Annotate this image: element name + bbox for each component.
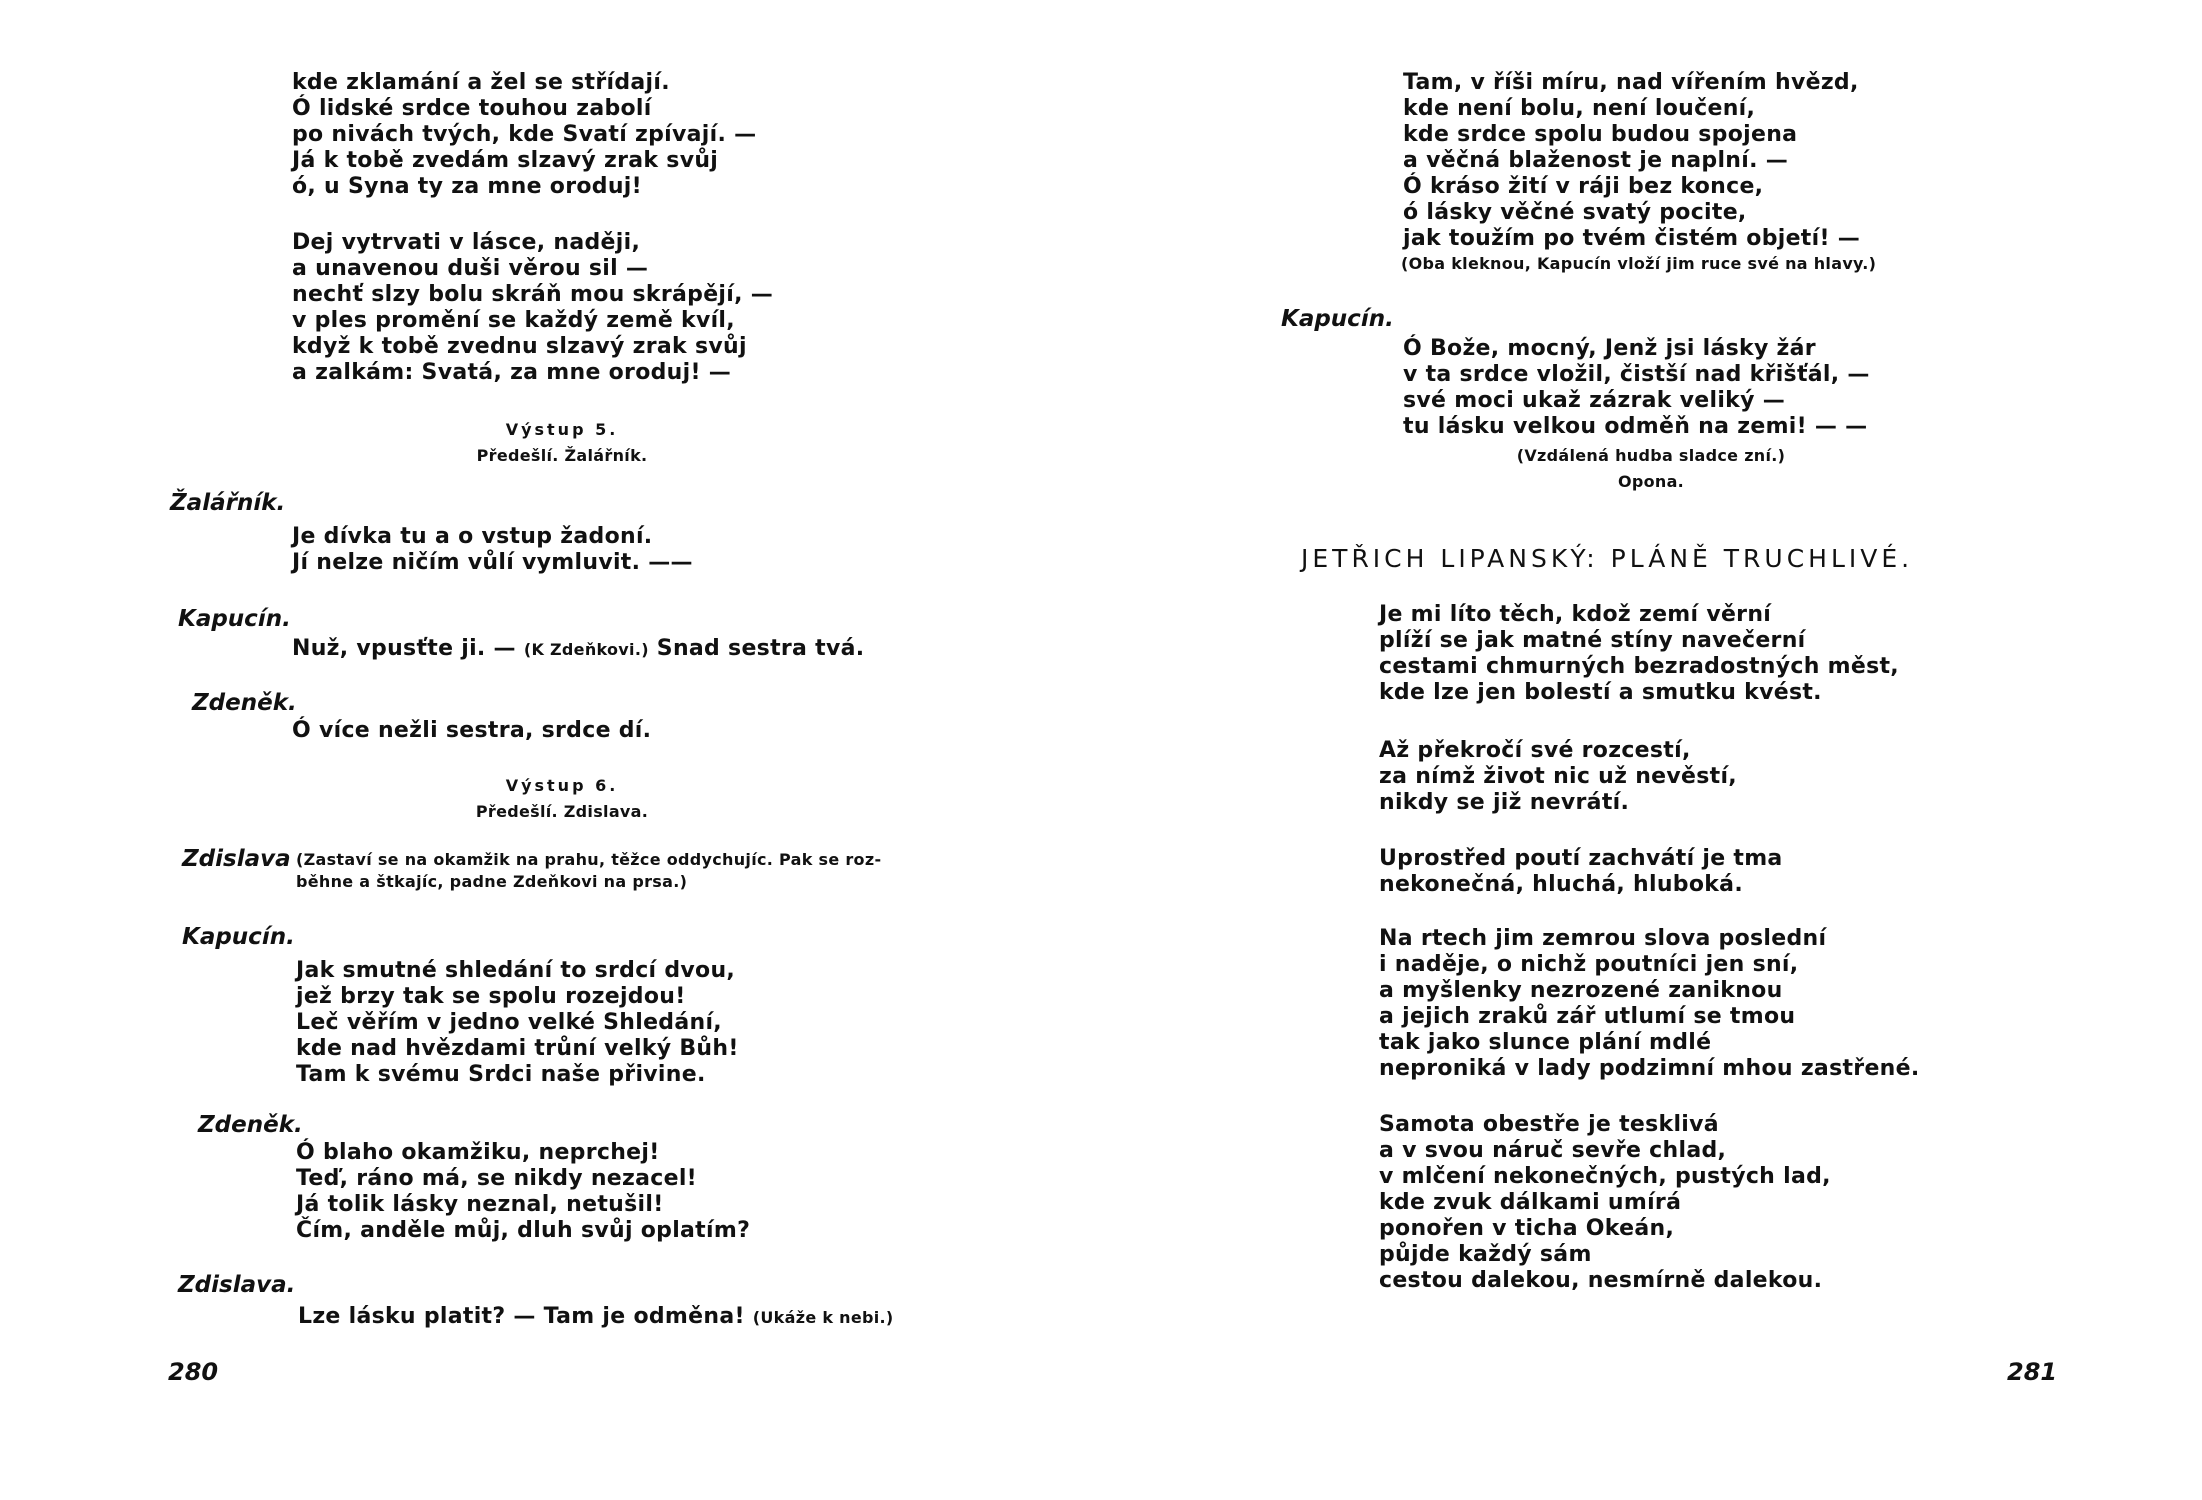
verse-line: po nivách tvých, kde Svatí zpívají. — [292,122,757,147]
poem-line: nekonečná, hluchá, hluboká. [1379,872,1743,897]
dialogue-line: v ta srdce vložil, čistší nad křišťál, — [1403,362,1870,387]
dialogue-line: Ó blaho okamžiku, neprchej! [296,1140,660,1165]
dialogue-line: Ó více nežli sestra, srdce dí. [292,718,652,743]
dialogue-line: Tam k svému Srdci naše přivine. [296,1062,706,1087]
verse-line: jak toužím po tvém čistém objetí! — [1403,226,1861,251]
verse-line: kde není bolu, není loučení, [1403,96,1756,121]
stage-aside: (Ukáže k nebi.) [752,1308,894,1327]
verse-line: když k tobě zvednu slzavý zrak svůj [292,334,747,359]
scene-characters: Předešlí. Zdislava. [475,802,649,821]
poem-line: kde zvuk dálkami umírá [1379,1190,1682,1215]
verse-line: Já k tobě zvedám slzavý zrak svůj [292,148,719,173]
speaker-zalarnik: Žalářník. [170,490,286,516]
page-number: 281 [2007,1358,2058,1386]
dialogue-line: své moci ukaž zázrak veliký — [1403,388,1786,413]
dialogue-line: Ó Bože, mocný, Jenž jsi lásky žár [1403,336,1816,361]
dialogue-line [298,1304,894,1330]
poem-line: půjde každý sám [1379,1242,1592,1267]
verse-line: a věčná blaženost je naplní. — [1403,148,1789,173]
verse-line: nechť slzy bolu skráň mou skrápějí, — [292,282,774,307]
speaker-zdislava: Zdislava [182,846,291,872]
poem-line: i naděje, o nichž poutníci jen sní, [1379,952,1799,977]
poem-line: kde lze jen bolestí a smutku kvést. [1379,680,1822,705]
scene-characters: Předešlí. Žalářník. [476,446,648,465]
poem-line: cestou dalekou, nesmírně dalekou. [1379,1268,1823,1293]
speaker-kapucin: Kapucín. [178,606,291,632]
stage-direction: (Oba kleknou, Kapucín vloží jim ruce své na hlavy.) [1401,254,1877,273]
poem-line: Až překročí své rozcestí, [1379,738,1691,763]
poem-line: Je mi líto těch, kdož zemí věrní [1379,602,1772,627]
dialogue-line: Leč věřím v jedno velké Shledání, [296,1010,722,1035]
poem-line: Na rtech jim zemrou slova poslední [1379,926,1827,951]
stage-aside: (K Zdeňkovi.) [523,640,649,659]
verse-line: Dej vytrvati v lásce, naději, [292,230,641,255]
verse-line: kde zklamání a žel se střídají. [292,70,670,95]
speaker-kapucin: Kapucín. [1281,306,1394,332]
page-number: 280 [168,1358,219,1386]
poem-line: a myšlenky nezrozené zaniknou [1379,978,1783,1003]
verse-line: v ples promění se každý země kvíl, [292,308,735,333]
stage-direction: (Zastaví se na okamžik na prahu, těžce oddychujíc. Pak se roz- [296,850,882,869]
verse-line: Ó lidské srdce touhou zabolí [292,96,652,121]
dialogue-line: Čím, anděle můj, dluh svůj oplatím? [296,1218,751,1243]
right-page [1101,0,2202,1500]
poem-line: nikdy se již nevrátí. [1379,790,1630,815]
verse-line: Ó kráso žití v ráji bez konce, [1403,174,1764,199]
dialogue-text: Nuž, vpusťte ji. — [292,636,516,661]
dialogue-line: jež brzy tak se spolu rozejdou! [296,984,686,1009]
dialogue-line: Jí nelze ničím vůlí vymluvit. —— [292,550,693,575]
speaker-kapucin: Kapucín. [182,924,295,950]
poem-line: a v svou náruč sevře chlad, [1379,1138,1727,1163]
dialogue-line: kde nad hvězdami trůní velký Bůh! [296,1036,739,1061]
curtain-label: Opona. [1617,472,1685,491]
poem-line: neproniká v lady podzimní mhou zastřené. [1379,1056,1920,1081]
dialogue-line [292,636,864,662]
dialogue-line: Teď, ráno má, se nikdy nezacel! [296,1166,698,1191]
poem-line: v mlčení nekonečných, pustých lad, [1379,1164,1831,1189]
poem-line: tak jako slunce plání mdlé [1379,1030,1712,1055]
verse-line: kde srdce spolu budou spojena [1403,122,1798,147]
poem-line: plíží se jak matné stíny navečerní [1379,628,1806,653]
verse-line: a zalkám: Svatá, za mne oroduj! — [292,360,732,385]
speaker-zdenek: Zdeněk. [198,1112,303,1138]
poem-line: za nímž život nic už nevěstí, [1379,764,1737,789]
dialogue-text: Snad sestra tvá. [656,636,865,661]
speaker-zdislava: Zdislava. [178,1272,296,1298]
poem-line: Samota obestře je tesklivá [1379,1112,1719,1137]
speaker-zdenek: Zdeněk. [192,690,297,716]
verse-line: ó, u Syna ty za mne oroduj! [292,174,642,199]
scene-title: Výstup 6. [505,776,619,795]
poem-line: ponořen v ticha Okeán, [1379,1216,1675,1241]
verse-line: a unavenou duši věrou sil — [292,256,649,281]
dialogue-line: Jak smutné shledání to srdcí dvou, [296,958,736,983]
poem-title: JETŘICH LIPANSKÝ: PLÁNĚ TRUCHLIVÉ. [1301,544,1914,573]
verse-line: Tam, v říši míru, nad vířením hvězd, [1403,70,1859,95]
dialogue-line: tu lásku velkou odměň na zemi! — — [1403,414,1868,439]
verse-line: ó lásky věčné svatý pocite, [1403,200,1747,225]
stage-direction: (Vzdálená hudba sladce zní.) [1516,446,1786,465]
stage-direction: běhne a štkajíc, padne Zdeňkovi na prsa.) [296,872,688,891]
poem-line: a jejich zraků zář utlumí se tmou [1379,1004,1796,1029]
poem-line: cestami chmurných bezradostných měst, [1379,654,1899,679]
scene-title: Výstup 5. [505,420,619,439]
dialogue-line: Já tolik lásky neznal, netušil! [296,1192,664,1217]
dialogue-line: Je dívka tu a o vstup žadoní. [292,524,653,549]
dialogue-text: Lze lásku platit? — Tam je odměna! [298,1304,745,1329]
poem-line: Uprostřed poutí zachvátí je tma [1379,846,1783,871]
